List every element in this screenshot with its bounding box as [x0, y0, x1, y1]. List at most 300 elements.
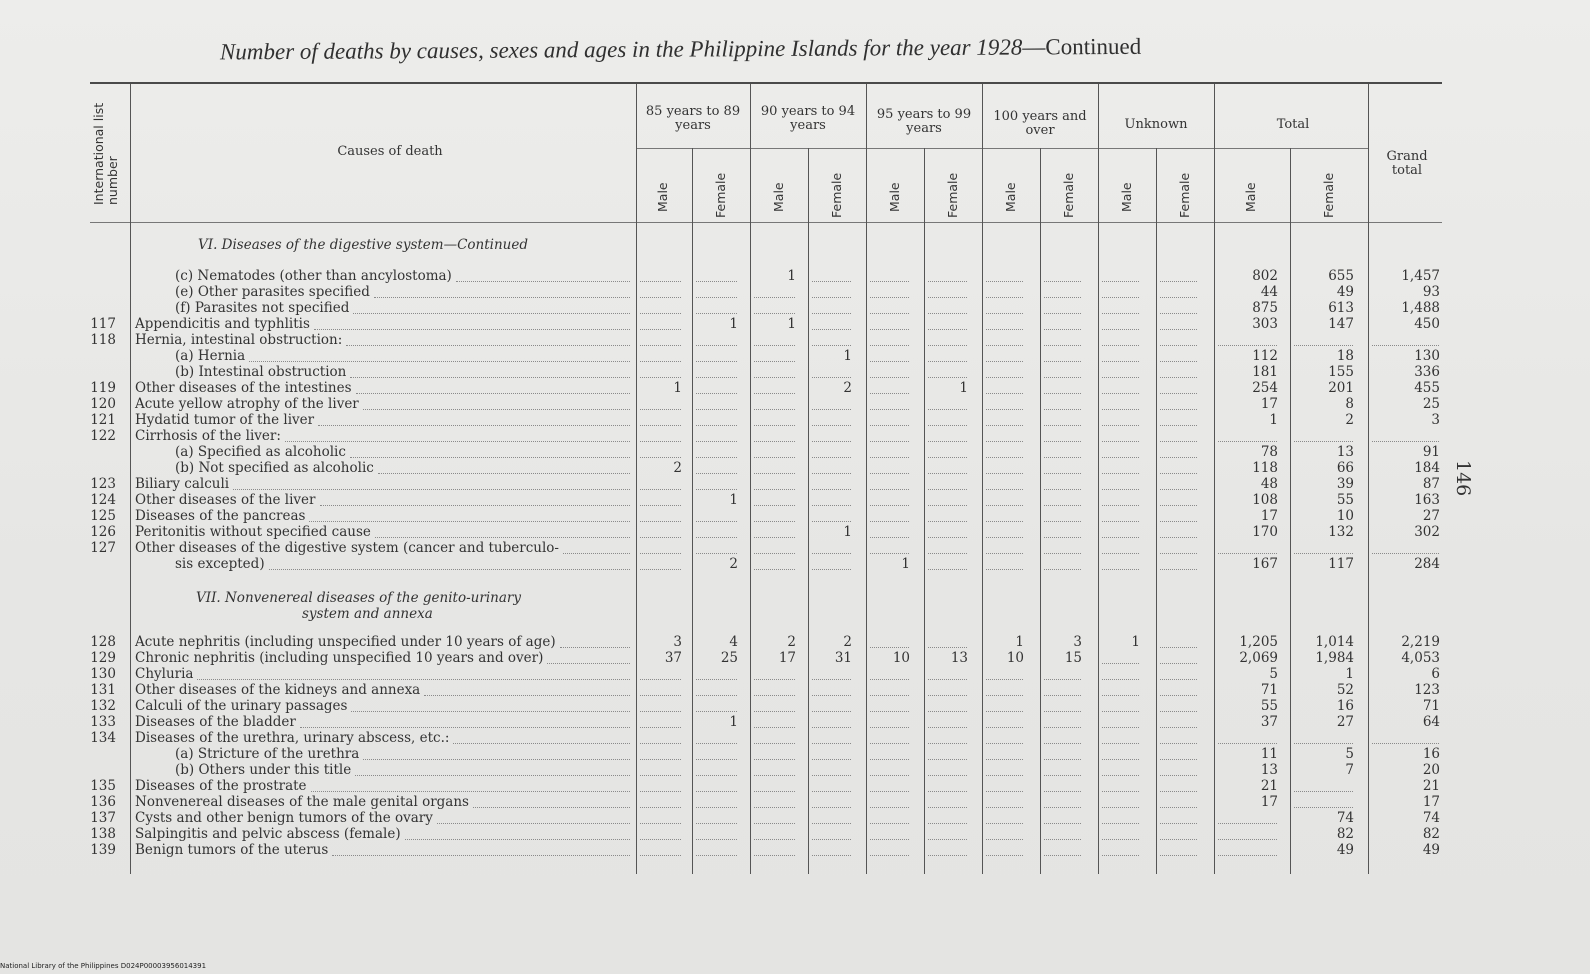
cause-label: Chyluria — [135, 666, 194, 682]
empty-cell-dots — [928, 311, 967, 314]
data-cell: 875 — [1252, 300, 1278, 316]
data-cell: 2 — [1345, 412, 1354, 428]
empty-cell-dots — [1372, 551, 1439, 554]
empty-cell-dots — [1160, 661, 1197, 664]
cause-label: Other diseases of the kidneys and annexa — [135, 682, 421, 698]
table-row — [0, 412, 1470, 428]
list-number: 133 — [90, 714, 116, 730]
empty-cell-dots — [1218, 551, 1277, 554]
empty-cell-dots — [640, 279, 681, 282]
empty-cell-dots — [986, 375, 1023, 378]
empty-cell-dots — [928, 821, 967, 824]
empty-cell-dots — [986, 853, 1023, 856]
leader-dots — [350, 455, 630, 458]
empty-cell-dots — [696, 677, 737, 680]
male-subheader: Male — [887, 182, 902, 212]
empty-cell-dots — [1102, 693, 1139, 696]
empty-cell-dots — [812, 423, 851, 426]
empty-cell-dots — [696, 439, 737, 442]
empty-cell-dots — [1160, 645, 1197, 648]
empty-cell-dots — [754, 693, 795, 696]
empty-cell-dots — [696, 407, 737, 410]
empty-cell-dots — [812, 789, 851, 792]
data-cell: 1 — [843, 348, 852, 364]
cause-label: Acute nephritis (including unspecified under 10 years of age) — [135, 634, 556, 650]
empty-cell-dots — [928, 757, 967, 760]
empty-cell-dots — [640, 709, 681, 712]
data-cell: 13 — [1260, 762, 1278, 778]
empty-cell-dots — [986, 741, 1023, 744]
empty-cell-dots — [640, 375, 681, 378]
empty-cell-dots — [696, 391, 737, 394]
empty-cell-dots — [1160, 837, 1197, 840]
empty-cell-dots — [640, 359, 681, 362]
empty-cell-dots — [1044, 677, 1081, 680]
data-cell: 17 — [1422, 794, 1440, 810]
empty-cell-dots — [1372, 741, 1439, 744]
cause-label: (c) Nematodes (other than ancylostoma) — [175, 268, 452, 284]
list-number: 129 — [90, 650, 116, 666]
data-cell: 10 — [1336, 508, 1354, 524]
section-genito-urinary-line2: system and annexa — [302, 606, 433, 622]
data-cell: 37 — [664, 650, 682, 666]
male-subheader: Male — [655, 182, 670, 212]
empty-cell-dots — [1160, 821, 1197, 824]
section-genito-urinary: VII. Nonvenereal diseases of the genito-urinary — [196, 590, 521, 606]
data-cell: 13 — [950, 650, 968, 666]
leader-dots — [353, 311, 630, 314]
empty-cell-dots — [1160, 423, 1197, 426]
data-cell: 25 — [720, 650, 738, 666]
empty-cell-dots — [754, 487, 795, 490]
empty-cell-dots — [986, 407, 1023, 410]
table-row — [0, 778, 1470, 794]
empty-cell-dots — [1044, 327, 1081, 330]
empty-cell-dots — [754, 359, 795, 362]
group-header-95-99: 95 years to 99 years — [876, 107, 972, 136]
data-cell: 455 — [1414, 380, 1440, 396]
empty-cell-dots — [1044, 407, 1081, 410]
data-cell: 21 — [1422, 778, 1440, 794]
data-cell: 1,205 — [1239, 634, 1278, 650]
empty-cell-dots — [928, 853, 967, 856]
empty-cell-dots — [986, 423, 1023, 426]
empty-cell-dots — [1160, 391, 1197, 394]
data-cell: 20 — [1422, 762, 1440, 778]
empty-cell-dots — [986, 343, 1023, 346]
data-cell: 82 — [1422, 826, 1440, 842]
cause-label: (e) Other parasites specified — [175, 284, 370, 300]
data-cell: 4,053 — [1401, 650, 1440, 666]
empty-cell-dots — [928, 519, 967, 522]
data-cell: 4 — [729, 634, 738, 650]
group-header-90-94: 90 years to 94 years — [760, 104, 856, 133]
empty-cell-dots — [1160, 709, 1197, 712]
empty-cell-dots — [1102, 837, 1139, 840]
table-row — [0, 380, 1470, 396]
group-header-85-89: 85 years to 89 years — [645, 104, 741, 133]
empty-cell-dots — [640, 677, 681, 680]
data-cell: 1 — [1345, 666, 1354, 682]
empty-cell-dots — [1102, 279, 1139, 282]
empty-cell-dots — [1102, 789, 1139, 792]
empty-cell-dots — [1044, 343, 1081, 346]
empty-cell-dots — [986, 391, 1023, 394]
empty-cell-dots — [754, 853, 795, 856]
empty-cell-dots — [640, 551, 681, 554]
empty-cell-dots — [812, 773, 851, 776]
empty-cell-dots — [696, 535, 737, 538]
empty-cell-dots — [1102, 295, 1139, 298]
list-number: 122 — [90, 428, 116, 444]
empty-cell-dots — [640, 407, 681, 410]
cause-label: (b) Not specified as alcoholic — [175, 460, 374, 476]
empty-cell-dots — [754, 471, 795, 474]
empty-cell-dots — [870, 295, 909, 298]
data-cell: 6 — [1431, 666, 1440, 682]
empty-cell-dots — [640, 789, 681, 792]
empty-cell-dots — [1160, 343, 1197, 346]
empty-cell-dots — [1218, 439, 1277, 442]
table-row — [0, 396, 1470, 412]
data-cell: 1 — [959, 380, 968, 396]
empty-cell-dots — [640, 693, 681, 696]
empty-cell-dots — [928, 471, 967, 474]
empty-cell-dots — [1102, 391, 1139, 394]
table-row — [0, 634, 1470, 650]
empty-cell-dots — [696, 837, 737, 840]
leader-dots — [320, 503, 630, 506]
empty-cell-dots — [1044, 725, 1081, 728]
cause-label: Cysts and other benign tumors of the ovary — [135, 810, 433, 826]
empty-cell-dots — [640, 295, 681, 298]
data-cell: 17 — [1260, 794, 1278, 810]
empty-cell-dots — [870, 439, 909, 442]
male-subheader: Male — [1243, 182, 1258, 212]
empty-cell-dots — [928, 503, 967, 506]
data-cell: 2 — [787, 634, 796, 650]
data-cell: 10 — [892, 650, 910, 666]
cause-label: Benign tumors of the uterus — [135, 842, 329, 858]
leader-dots — [363, 407, 630, 410]
empty-cell-dots — [640, 311, 681, 314]
empty-cell-dots — [754, 725, 795, 728]
empty-cell-dots — [1102, 455, 1139, 458]
data-cell: 5 — [1269, 666, 1278, 682]
empty-cell-dots — [1160, 805, 1197, 808]
male-subheader: Male — [1119, 182, 1134, 212]
empty-cell-dots — [986, 455, 1023, 458]
empty-cell-dots — [928, 741, 967, 744]
data-cell: 52 — [1336, 682, 1354, 698]
empty-cell-dots — [696, 295, 737, 298]
data-cell: 87 — [1422, 476, 1440, 492]
cause-label: (b) Others under this title — [175, 762, 352, 778]
empty-cell-dots — [754, 535, 795, 538]
empty-cell-dots — [812, 471, 851, 474]
empty-cell-dots — [1044, 853, 1081, 856]
empty-cell-dots — [1044, 567, 1081, 570]
empty-cell-dots — [754, 423, 795, 426]
leader-dots — [363, 757, 630, 760]
leader-dots — [314, 327, 630, 330]
data-cell: 181 — [1252, 364, 1278, 380]
empty-cell-dots — [696, 359, 737, 362]
section-digestive: VI. Diseases of the digestive system—Continued — [198, 237, 529, 253]
empty-cell-dots — [640, 503, 681, 506]
empty-cell-dots — [1160, 519, 1197, 522]
empty-cell-dots — [640, 535, 681, 538]
empty-cell-dots — [1102, 407, 1139, 410]
empty-cell-dots — [640, 567, 681, 570]
empty-cell-dots — [696, 487, 737, 490]
empty-cell-dots — [1102, 805, 1139, 808]
empty-cell-dots — [640, 519, 681, 522]
leader-dots — [350, 375, 630, 378]
empty-cell-dots — [640, 343, 681, 346]
empty-cell-dots — [870, 757, 909, 760]
data-cell: 66 — [1336, 460, 1354, 476]
empty-cell-dots — [986, 519, 1023, 522]
data-cell: 254 — [1252, 380, 1278, 396]
empty-cell-dots — [812, 805, 851, 808]
empty-cell-dots — [1294, 439, 1353, 442]
empty-cell-dots — [812, 567, 851, 570]
cause-label: Hydatid tumor of the liver — [135, 412, 315, 428]
cause-label: (f) Parasites not specified — [175, 300, 350, 316]
empty-cell-dots — [696, 741, 737, 744]
empty-cell-dots — [1102, 535, 1139, 538]
empty-cell-dots — [986, 471, 1023, 474]
empty-cell-dots — [870, 471, 909, 474]
empty-cell-dots — [1044, 311, 1081, 314]
data-cell: 2 — [843, 380, 852, 396]
empty-cell-dots — [870, 789, 909, 792]
empty-cell-dots — [812, 375, 851, 378]
data-cell: 2,069 — [1239, 650, 1278, 666]
empty-cell-dots — [870, 455, 909, 458]
empty-cell-dots — [754, 503, 795, 506]
empty-cell-dots — [1044, 471, 1081, 474]
leader-dots — [547, 661, 630, 664]
empty-cell-dots — [870, 773, 909, 776]
empty-cell-dots — [696, 279, 737, 282]
female-subheader: Female — [829, 172, 844, 218]
list-number: 119 — [90, 380, 116, 396]
list-number: 137 — [90, 810, 116, 826]
cause-label: (a) Hernia — [175, 348, 246, 364]
empty-cell-dots — [986, 487, 1023, 490]
empty-cell-dots — [696, 551, 737, 554]
leader-dots — [249, 359, 630, 362]
list-number: 130 — [90, 666, 116, 682]
table-row — [0, 364, 1470, 380]
empty-cell-dots — [1044, 741, 1081, 744]
data-cell: 93 — [1422, 284, 1440, 300]
empty-cell-dots — [1160, 439, 1197, 442]
leader-dots — [233, 487, 630, 490]
data-cell: 3 — [673, 634, 682, 650]
empty-cell-dots — [812, 741, 851, 744]
data-cell: 48 — [1260, 476, 1278, 492]
empty-cell-dots — [986, 327, 1023, 330]
data-cell: 1 — [729, 714, 738, 730]
list-number: 139 — [90, 842, 116, 858]
data-cell: 802 — [1252, 268, 1278, 284]
table-row — [0, 268, 1470, 284]
empty-cell-dots — [1044, 455, 1081, 458]
leader-dots — [269, 567, 630, 570]
page-title: Number of deaths by causes, sexes and ages in the Philippine Islands for the year 1928—Continued — [219, 33, 1142, 65]
empty-cell-dots — [1102, 327, 1139, 330]
empty-cell-dots — [870, 503, 909, 506]
empty-cell-dots — [640, 725, 681, 728]
data-cell: 613 — [1328, 300, 1354, 316]
data-cell: 284 — [1414, 556, 1440, 572]
data-cell: 201 — [1328, 380, 1354, 396]
empty-cell-dots — [986, 709, 1023, 712]
empty-cell-dots — [928, 455, 967, 458]
data-cell: 155 — [1328, 364, 1354, 380]
empty-cell-dots — [1102, 551, 1139, 554]
data-cell: 27 — [1336, 714, 1354, 730]
data-cell: 118 — [1252, 460, 1278, 476]
empty-cell-dots — [640, 455, 681, 458]
female-subheader: Female — [1321, 172, 1336, 218]
causes-header: Causes of death — [337, 144, 443, 159]
empty-cell-dots — [812, 519, 851, 522]
empty-cell-dots — [754, 677, 795, 680]
empty-cell-dots — [754, 519, 795, 522]
data-cell: 49 — [1336, 842, 1354, 858]
female-subheader: Female — [713, 172, 728, 218]
empty-cell-dots — [928, 535, 967, 538]
empty-cell-dots — [986, 535, 1023, 538]
footer-text: National Library of the Philippines D024P00003956014391 — [0, 962, 207, 970]
leader-dots — [285, 439, 630, 442]
empty-cell-dots — [754, 567, 795, 570]
list-number: 138 — [90, 826, 116, 842]
cause-label: sis excepted) — [175, 556, 265, 572]
empty-cell-dots — [1218, 343, 1277, 346]
cause-label: (b) Intestinal obstruction — [175, 364, 347, 380]
data-cell: 112 — [1252, 348, 1278, 364]
data-cell: 117 — [1328, 556, 1354, 572]
data-cell: 108 — [1252, 492, 1278, 508]
empty-cell-dots — [1160, 741, 1197, 744]
table-row — [0, 492, 1470, 508]
empty-cell-dots — [812, 279, 851, 282]
table-row — [0, 444, 1470, 460]
data-cell: 1 — [673, 380, 682, 396]
empty-cell-dots — [1372, 439, 1439, 442]
data-cell: 1 — [1131, 634, 1140, 650]
empty-cell-dots — [986, 279, 1023, 282]
empty-cell-dots — [640, 821, 681, 824]
empty-cell-dots — [1044, 391, 1081, 394]
empty-cell-dots — [1160, 773, 1197, 776]
data-cell: 450 — [1414, 316, 1440, 332]
table-row — [0, 284, 1470, 300]
cause-label: Diseases of the bladder — [135, 714, 296, 730]
data-cell: 18 — [1336, 348, 1354, 364]
data-cell: 7 — [1345, 762, 1354, 778]
data-cell: 1 — [729, 492, 738, 508]
leader-dots — [453, 741, 630, 744]
empty-cell-dots — [640, 853, 681, 856]
list-number: 127 — [90, 540, 116, 556]
empty-cell-dots — [1044, 439, 1081, 442]
cause-label: Calculi of the urinary passages — [135, 698, 348, 714]
data-cell: 74 — [1422, 810, 1440, 826]
empty-cell-dots — [1102, 725, 1139, 728]
leader-dots — [318, 423, 630, 426]
data-cell: 3 — [1073, 634, 1082, 650]
empty-cell-dots — [986, 757, 1023, 760]
empty-cell-dots — [1294, 789, 1353, 792]
empty-cell-dots — [754, 551, 795, 554]
empty-cell-dots — [1102, 359, 1139, 362]
empty-cell-dots — [870, 741, 909, 744]
empty-cell-dots — [986, 503, 1023, 506]
data-cell: 655 — [1328, 268, 1354, 284]
data-cell: 2,219 — [1401, 634, 1440, 650]
data-cell: 2 — [729, 556, 738, 572]
empty-cell-dots — [1102, 821, 1139, 824]
data-cell: 1 — [843, 524, 852, 540]
data-cell: 16 — [1336, 698, 1354, 714]
data-cell: 163 — [1414, 492, 1440, 508]
empty-cell-dots — [928, 551, 967, 554]
data-cell: 123 — [1414, 682, 1440, 698]
list-number: 128 — [90, 634, 116, 650]
cause-label: Nonvenereal diseases of the male genital organs — [135, 794, 469, 810]
data-cell: 17 — [1260, 396, 1278, 412]
empty-cell-dots — [928, 423, 967, 426]
data-cell: 25 — [1422, 396, 1440, 412]
data-cell: 3 — [1431, 412, 1440, 428]
empty-cell-dots — [754, 757, 795, 760]
empty-cell-dots — [1160, 725, 1197, 728]
empty-cell-dots — [754, 439, 795, 442]
empty-cell-dots — [928, 343, 967, 346]
empty-cell-dots — [928, 327, 967, 330]
empty-cell-dots — [640, 423, 681, 426]
empty-cell-dots — [870, 487, 909, 490]
empty-cell-dots — [1160, 359, 1197, 362]
empty-cell-dots — [754, 789, 795, 792]
data-cell: 27 — [1422, 508, 1440, 524]
leader-dots — [355, 773, 630, 776]
empty-cell-dots — [1102, 423, 1139, 426]
leader-dots — [332, 853, 630, 856]
empty-cell-dots — [812, 343, 851, 346]
data-cell: 2 — [673, 460, 682, 476]
data-cell: 10 — [1006, 650, 1024, 666]
table-row — [0, 794, 1470, 810]
empty-cell-dots — [928, 567, 967, 570]
empty-cell-dots — [870, 519, 909, 522]
page-number: 146 — [1452, 460, 1474, 497]
empty-cell-dots — [870, 853, 909, 856]
intl-list-header: International list number — [91, 102, 120, 205]
empty-cell-dots — [928, 279, 967, 282]
empty-cell-dots — [870, 805, 909, 808]
data-cell: 91 — [1422, 444, 1440, 460]
empty-cell-dots — [928, 677, 967, 680]
empty-cell-dots — [870, 709, 909, 712]
table-row — [0, 540, 1470, 556]
